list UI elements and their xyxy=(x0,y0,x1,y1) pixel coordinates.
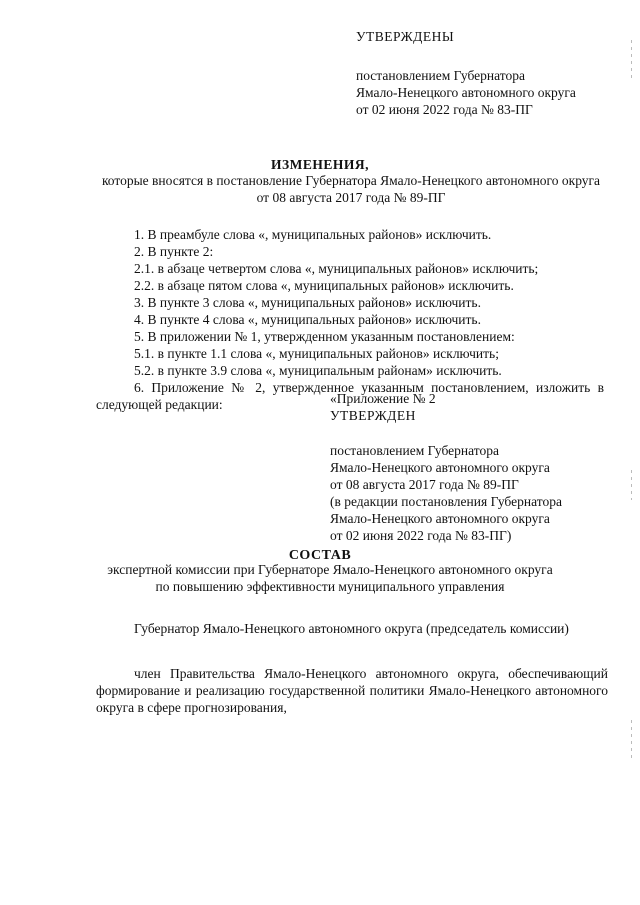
list-item: 2.2. в абзаце пятом слова «, муниципальных районов» исключить. xyxy=(134,278,514,293)
list-item: 5.2. в пункте 3.9 слова «, муниципальным районам» исключить. xyxy=(134,363,502,378)
list-item: 2. В пункте 2: xyxy=(134,244,214,259)
appendix2-label: «Приложение № 2 xyxy=(330,391,436,406)
approval-line: постановлением Губернатора xyxy=(356,68,525,83)
sostav-title: СОСТАВ xyxy=(288,548,352,563)
approval-line: Ямало-Ненецкого автономного округа xyxy=(356,85,576,100)
list-item: 3. В пункте 3 слова «, муниципальных районов» исключить. xyxy=(134,295,481,310)
appendix2-line: от 08 августа 2017 года № 89-ПГ xyxy=(330,477,519,492)
list-item: 2.1. в абзаце четвертом слова «, муниципальных районов» исключить; xyxy=(134,261,539,276)
appendix2-line: постановлением Губернатора xyxy=(330,443,499,458)
appendix2-block xyxy=(330,390,610,544)
sostav-subtitle-line: экспертной комиссии при Губернаторе Ямало-Ненецкого автономного округа xyxy=(107,562,553,577)
appendix2-line: Ямало-Ненецкого автономного округа xyxy=(330,460,550,475)
changes-list xyxy=(96,226,604,413)
list-item: 1. В преамбуле слова «, муниципальных районов» исключить. xyxy=(134,227,492,242)
scan-edge-mark xyxy=(631,470,632,500)
list-item: 6. Приложение № 2, утвержденное указанным постановлением, изложить в следующей редакции: xyxy=(96,380,604,412)
list-item: 5. В приложении № 1, утвержденном указанным постановлением: xyxy=(134,329,515,344)
approval-block xyxy=(356,28,626,118)
changes-subtitle: которые вносятся в постановление Губернатора Ямало-Ненецкого автономного округа от 08 августа 2017 года № 89-ПГ xyxy=(101,173,601,205)
appendix2-line: (в редакции постановления Губернатора xyxy=(330,494,562,509)
sostav-subtitle-line: по повышению эффективности муниципального управления xyxy=(155,579,505,594)
scan-edge-mark xyxy=(631,720,632,760)
scan-edge-mark xyxy=(631,40,632,80)
sostav-subtitle xyxy=(60,561,600,595)
changes-title: ИЗМЕНЕНИЯ, xyxy=(270,157,369,172)
list-item: 5.1. в пункте 1.1 слова «, муниципальных районов» исключить; xyxy=(134,346,499,361)
appendix2-heading: УТВЕРЖДЕН xyxy=(330,408,416,423)
list-item: 4. В пункте 4 слова «, муниципальных районов» исключить. xyxy=(134,312,481,327)
appendix2-line: Ямало-Ненецкого автономного округа xyxy=(330,511,550,526)
member-paragraph: Губернатор Ямало-Ненецкого автономного округа (председатель комиссии) xyxy=(134,621,569,636)
approval-line: от 02 июня 2022 года № 83-ПГ xyxy=(356,102,533,117)
member-paragraph: член Правительства Ямало-Ненецкого автономного округа, обеспечивающий формирование и реализацию государственной политики Ямало-Ненецкого автономного округа в сфере прогнозирования, xyxy=(96,666,608,715)
approval-heading: УТВЕРЖДЕНЫ xyxy=(356,29,455,44)
appendix2-line: от 02 июня 2022 года № 83-ПГ) xyxy=(330,528,512,543)
